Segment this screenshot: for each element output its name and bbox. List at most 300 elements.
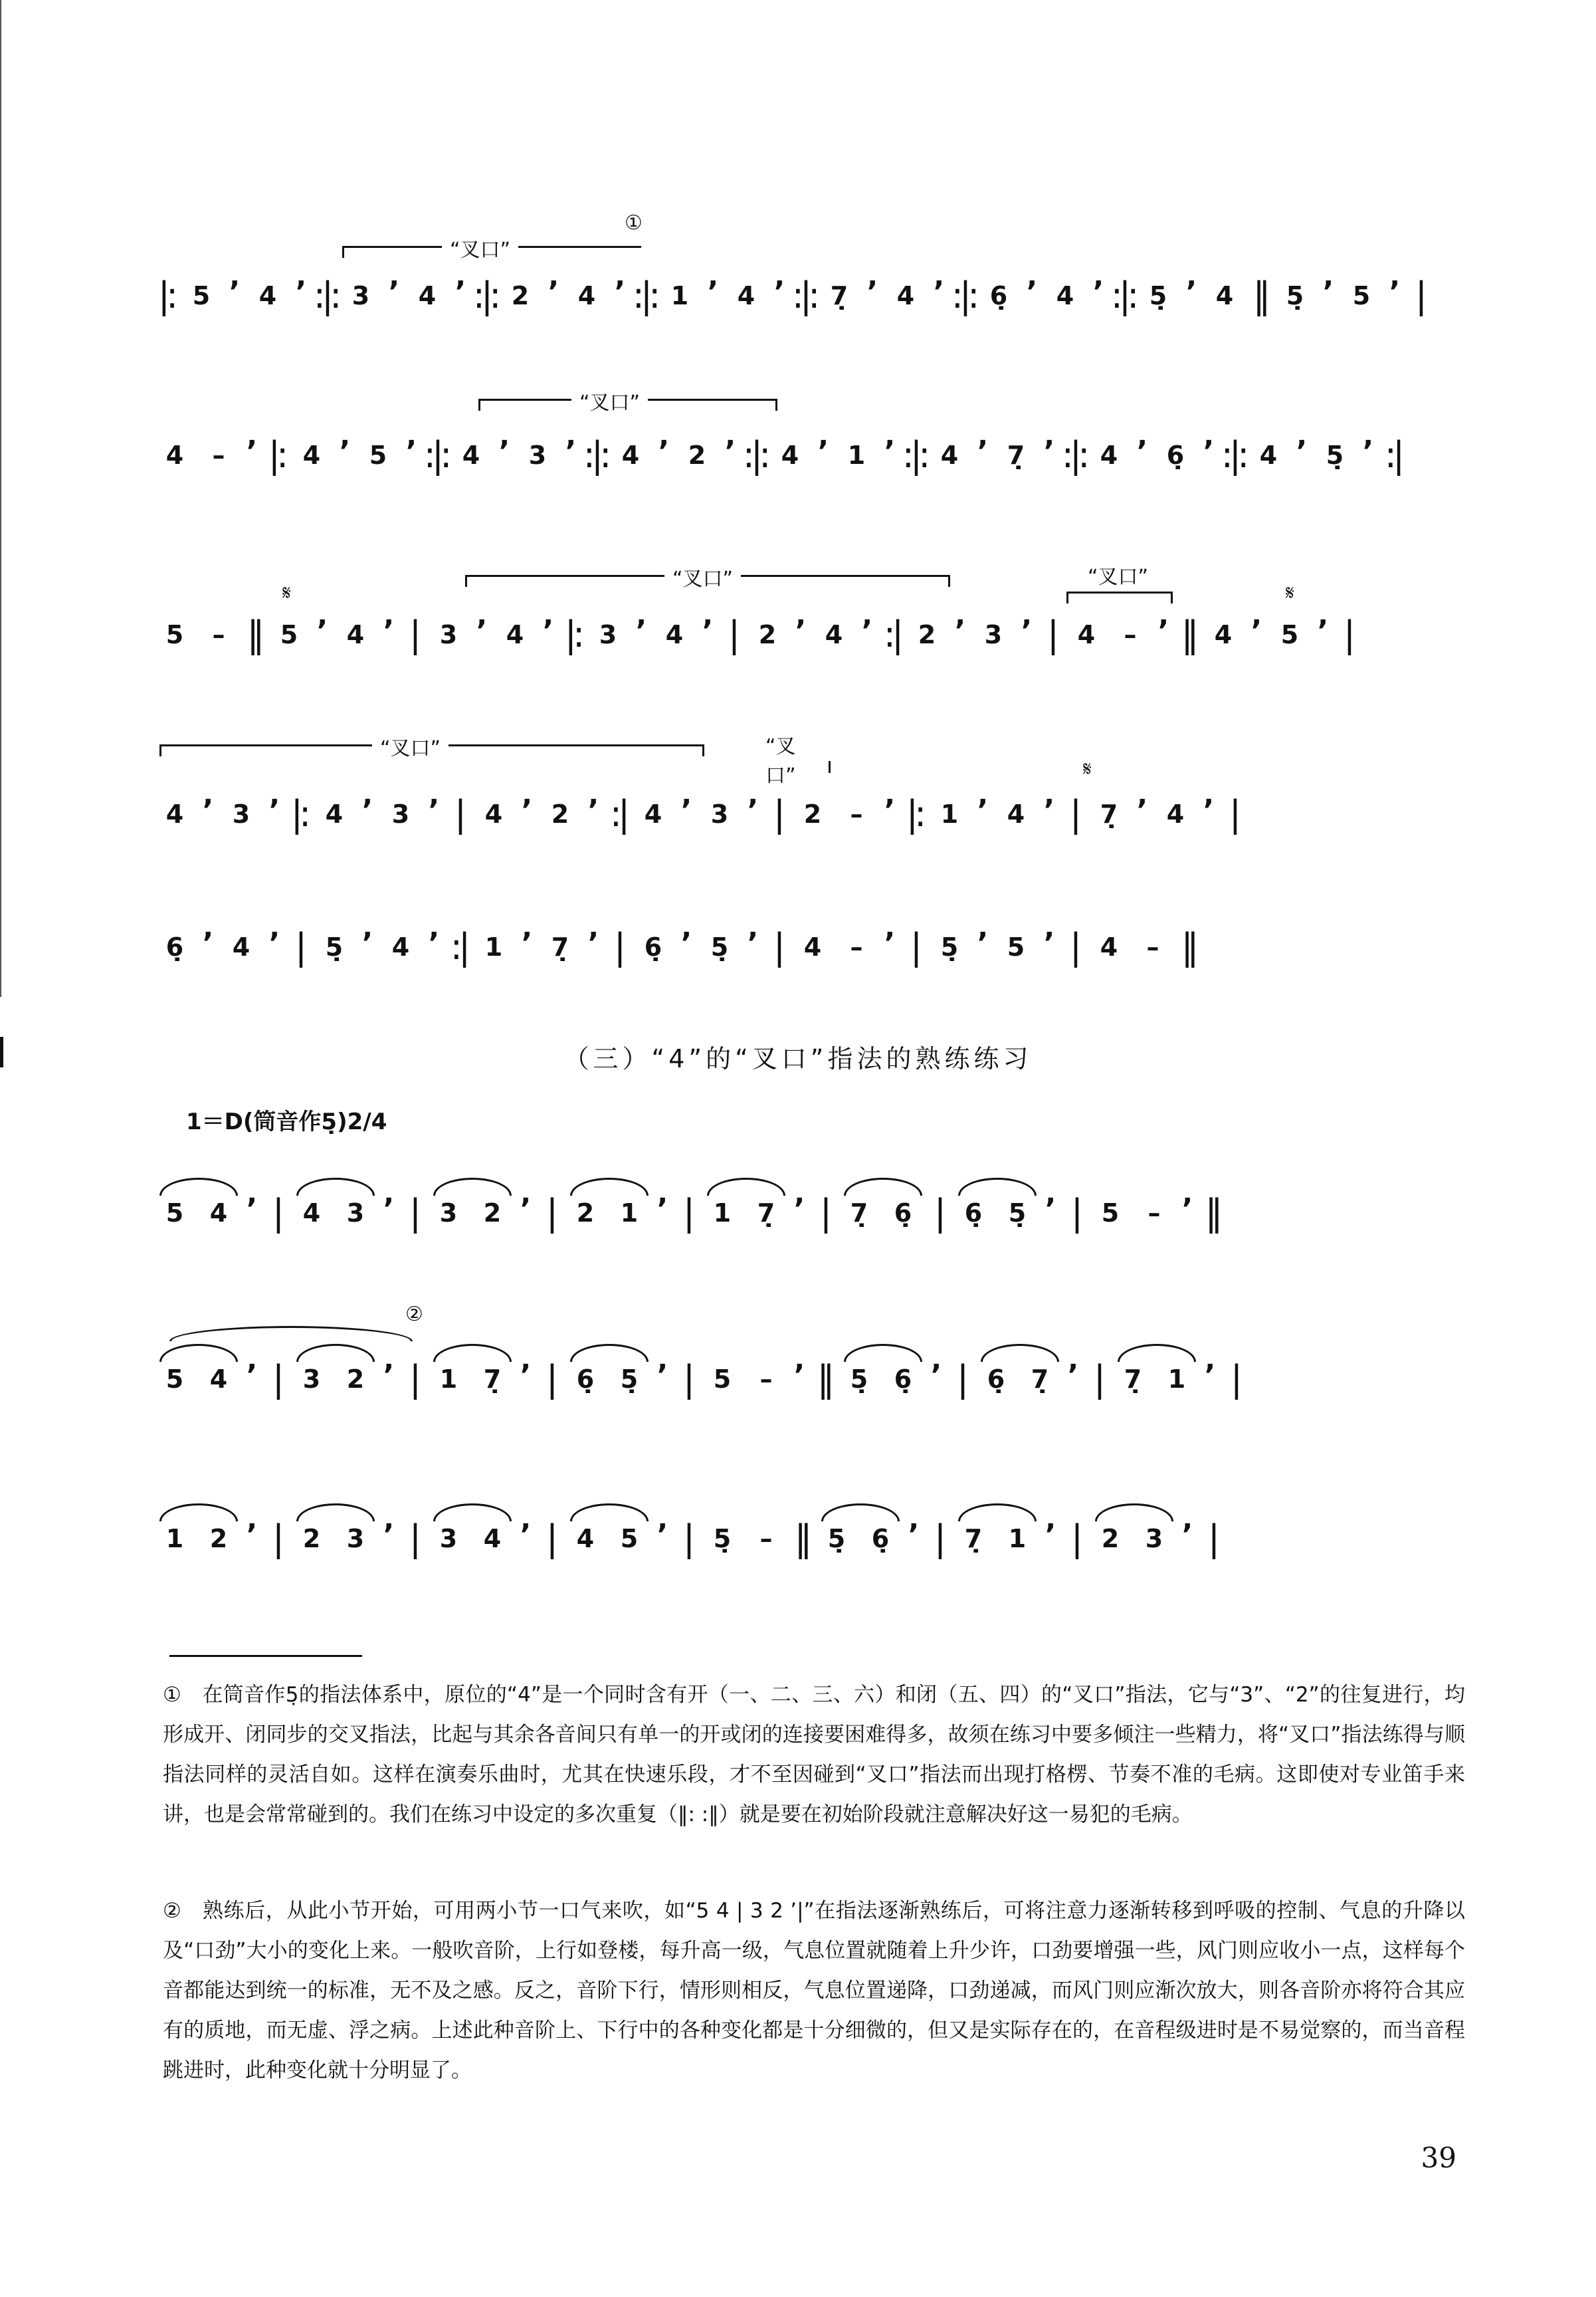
barline: | — [409, 1358, 418, 1400]
breath-mark: ’ — [1026, 275, 1038, 309]
note: 4 — [506, 620, 524, 649]
note: 4 — [209, 1198, 228, 1228]
slur — [1118, 1344, 1196, 1362]
note: 7̣ — [1100, 800, 1118, 829]
barline: :|: — [1110, 274, 1136, 316]
breath-mark: ’ — [520, 1192, 532, 1226]
dash-extension: – — [759, 1365, 773, 1394]
footnote-2: ② 熟练后，从此小节开始，可用两小节一口气来吹，如“5 4 | 3 2 ’|”在指法逐渐熟练后，可将注意力逐渐转移到呼吸的控制、气息的升降以及“口劲”大小的变化上来。一般吹音阶，上行如登楼，每升高一级，气息位置就随着上升少许，口劲要增强一些，风门则应收小一点，这样每个音都能达到统一的标准，无不及之感。反之，音阶下行，情形则相反，气息位置递降，口劲递减，而风门则应渐次放大，则各音阶亦将符合其应有的质地，而无虚、浮之病。上述此种音阶上、下行中的各种变化都是十分细微的，但又是实际存在的，在音程级进时是不易觉察的，而当音程跳进时，此种变化就十分明显了。 — [163, 1899, 1465, 2082]
note: 2 — [803, 800, 822, 829]
chakou-bracket — [159, 737, 704, 760]
barline: | — [272, 1517, 281, 1559]
barline: :|: — [902, 434, 927, 476]
score-row-5 — [153, 924, 1468, 970]
breath-mark: ’ — [1181, 1518, 1193, 1552]
breath-mark: ’ — [405, 435, 417, 469]
note: 3 — [351, 281, 370, 310]
dash-extension: – — [212, 441, 225, 470]
note: 7̣ — [757, 1198, 775, 1228]
barline: | — [682, 1358, 692, 1400]
note: 6̣ — [165, 932, 184, 962]
breath-mark: ’ — [268, 794, 280, 827]
note: 2 — [688, 441, 706, 470]
barline: :| — [450, 926, 467, 968]
barline: | — [728, 613, 737, 655]
note: 4 — [209, 1365, 228, 1394]
note: 4 — [665, 620, 684, 649]
breath-mark: ’ — [520, 1518, 532, 1552]
slur — [844, 1344, 922, 1362]
breath-mark: ’ — [1043, 927, 1055, 960]
slur — [958, 1503, 1037, 1521]
note: 6̣ — [644, 932, 662, 962]
note: 5̣ — [827, 1524, 846, 1553]
slur — [1095, 1503, 1173, 1521]
breath-mark: ’ — [635, 614, 647, 648]
key-signature: 1＝D(筒音作5̣)2/4 — [186, 1109, 387, 1135]
barline: | — [546, 1358, 555, 1400]
breath-mark: ’ — [1317, 614, 1329, 648]
note: 6̣ — [1166, 441, 1185, 470]
note: 2 — [551, 800, 569, 829]
segno-sign: 𝄋 — [1286, 582, 1294, 605]
section-title: （三）“4”的“叉口”指法的熟练练习 — [563, 1044, 1033, 1073]
breath-mark: ’ — [520, 1359, 532, 1392]
chakou-bracket — [1066, 566, 1173, 605]
breath-mark: ’ — [793, 1359, 805, 1392]
breath-mark: ’ — [702, 614, 714, 648]
note: 4 — [1100, 441, 1118, 470]
score-row-2 — [153, 432, 1468, 479]
note: 7̣ — [830, 281, 848, 310]
note: 4 — [258, 281, 277, 310]
breath-mark: ’ — [795, 614, 807, 648]
breath-mark: ’ — [388, 275, 400, 309]
barline: | — [910, 926, 919, 968]
barline: | — [1343, 613, 1352, 655]
note: 4 — [165, 441, 184, 470]
page-edge — [0, 0, 1, 997]
note: 4 — [576, 1524, 595, 1553]
barline: | — [773, 793, 782, 835]
slur — [570, 1178, 648, 1196]
breath-mark: ’ — [773, 275, 785, 309]
breath-mark: ’ — [246, 435, 258, 469]
note: 3 — [346, 1198, 365, 1228]
note: 5 — [165, 1198, 184, 1228]
note: 6̣ — [576, 1365, 595, 1394]
dash-extension: – — [1146, 932, 1159, 962]
note: 5 — [192, 281, 211, 310]
footnote-mark: ① — [625, 211, 643, 235]
note: 2 — [302, 1524, 321, 1553]
slur — [159, 1344, 238, 1362]
breath-mark: ’ — [1185, 275, 1197, 309]
note: 7̣ — [551, 932, 569, 962]
breath-mark: ’ — [476, 614, 488, 648]
barline: | — [1207, 1517, 1217, 1559]
breath-mark: ’ — [656, 1192, 668, 1226]
slur — [570, 1344, 648, 1362]
note: 4 — [825, 620, 843, 649]
note: 5̣ — [713, 1524, 732, 1553]
slur — [433, 1503, 512, 1521]
note: 4 — [165, 800, 184, 829]
breath-mark: ’ — [680, 927, 692, 960]
note: 5̣ — [1008, 1198, 1027, 1228]
note: 2 — [209, 1524, 228, 1553]
breath-mark: ’ — [884, 927, 896, 960]
score-row-4 — [153, 791, 1468, 837]
note: 4 — [462, 441, 480, 470]
breath-mark: ’ — [954, 614, 966, 648]
note: 4 — [483, 1524, 502, 1553]
note: 1 — [670, 281, 689, 310]
note: 4 — [737, 281, 755, 310]
slur — [433, 1344, 512, 1362]
segno-sign: 𝄋 — [1083, 758, 1092, 781]
note: 4 — [781, 441, 799, 470]
note: 2 — [758, 620, 777, 649]
slur — [707, 1178, 785, 1196]
barline: | — [956, 1358, 965, 1400]
barline: | — [1069, 926, 1078, 968]
note: 4 — [1007, 800, 1025, 829]
note: 4 — [803, 932, 822, 962]
note: 5̣ — [710, 932, 729, 962]
breath-mark: ’ — [383, 1518, 395, 1552]
breath-mark: ’ — [1045, 1192, 1056, 1226]
breath-mark: ’ — [454, 275, 466, 309]
slur — [159, 1503, 238, 1521]
dash-extension: – — [850, 932, 863, 962]
dash-extension: – — [212, 620, 225, 649]
segno-sign: 𝄋 — [282, 582, 291, 605]
note: 5 — [1352, 281, 1371, 310]
barline: | — [1229, 793, 1238, 835]
barline: | — [294, 926, 304, 968]
breath-mark: ’ — [884, 794, 896, 827]
note: 4 — [621, 441, 640, 470]
barline: | — [934, 1192, 943, 1234]
note: 2 — [511, 281, 530, 310]
breath-mark: ’ — [680, 794, 692, 827]
breath-mark: ’ — [1092, 275, 1104, 309]
barline: :|: — [583, 434, 608, 476]
chakou-label: “叉口” — [1080, 560, 1156, 590]
barline: :|: — [1221, 434, 1246, 476]
note: 5̣ — [940, 932, 959, 962]
breath-mark: ’ — [656, 1359, 668, 1392]
note: 5 — [165, 620, 184, 649]
breath-mark: ’ — [1136, 435, 1148, 469]
barline: | — [546, 1517, 555, 1559]
breath-mark: ’ — [202, 794, 214, 827]
barline: | — [1070, 1192, 1080, 1234]
breath-mark: ’ — [817, 435, 829, 469]
note: 4 — [940, 441, 959, 470]
barline: | — [1069, 793, 1078, 835]
note: 7̣ — [1031, 1365, 1049, 1394]
note: 3 — [528, 441, 547, 470]
note: 3 — [391, 800, 410, 829]
note: 1 — [165, 1524, 184, 1553]
slur — [821, 1503, 900, 1521]
note: 7̣ — [1007, 441, 1025, 470]
note: 1 — [620, 1198, 639, 1228]
note: 5 — [713, 1365, 732, 1394]
breath-mark: ’ — [724, 435, 736, 469]
note: 5 — [369, 441, 387, 470]
barline: | — [409, 1517, 418, 1559]
barline: :|: — [791, 274, 817, 316]
breath-mark: ’ — [1204, 1359, 1216, 1392]
note: 5 — [165, 1365, 184, 1394]
barline: ‖ — [1181, 613, 1195, 655]
breath-mark: ’ — [587, 927, 599, 960]
note: 4 — [325, 800, 344, 829]
note: 4 — [1056, 281, 1074, 310]
slur — [433, 1178, 512, 1196]
note: 4 — [1077, 620, 1096, 649]
note: 4 — [346, 620, 365, 649]
note: 1 — [1008, 1524, 1027, 1553]
note: 6̣ — [894, 1365, 912, 1394]
breath-mark: ’ — [383, 1192, 395, 1226]
breath-mark: ’ — [1181, 1192, 1193, 1226]
note: 6̣ — [987, 1365, 1005, 1394]
note: 4 — [1259, 441, 1278, 470]
breath-mark: ’ — [498, 435, 510, 469]
barline: ‖ — [817, 1358, 831, 1400]
slur — [296, 1344, 375, 1362]
breath-mark: ’ — [1136, 794, 1148, 827]
barline: ‖ — [1252, 274, 1267, 316]
note: 4 — [1100, 932, 1118, 962]
barline: |: — [157, 274, 175, 316]
barline: :|: — [742, 434, 767, 476]
note: 2 — [483, 1198, 502, 1228]
breath-mark: ’ — [933, 275, 945, 309]
note: 2 — [1101, 1524, 1120, 1553]
barline: | — [1230, 1358, 1239, 1400]
chakou-bracket — [478, 391, 777, 415]
breath-mark: ’ — [587, 794, 599, 827]
barline: | — [454, 793, 463, 835]
dash-extension: – — [1124, 620, 1137, 649]
barline: | — [1093, 1358, 1102, 1400]
breath-mark: ’ — [383, 614, 395, 648]
breath-mark: ’ — [202, 927, 214, 960]
barline: | — [682, 1192, 692, 1234]
barline: :|: — [632, 274, 657, 316]
breath-mark: ’ — [1203, 435, 1215, 469]
barline: |: — [268, 434, 285, 476]
chakou-label: “叉口” — [757, 730, 831, 788]
note: 5 — [1101, 1198, 1120, 1228]
chakou-label: “叉口” — [372, 732, 449, 761]
breath-mark: ’ — [884, 435, 896, 469]
barline: :|: — [313, 274, 338, 316]
barline: |: — [564, 613, 581, 655]
note: 4 — [1214, 620, 1233, 649]
slur — [844, 1178, 922, 1196]
breath-mark: ’ — [1389, 275, 1401, 309]
breath-mark: ’ — [1043, 794, 1055, 827]
barline: | — [1070, 1517, 1080, 1559]
barline: |: — [290, 793, 308, 835]
barline: | — [409, 613, 418, 655]
barline: ‖ — [794, 1517, 809, 1559]
chakou-bracket — [757, 735, 831, 788]
breath-mark: ’ — [361, 794, 373, 827]
note: 5 — [1280, 620, 1299, 649]
barline: ‖ — [1205, 1192, 1219, 1234]
breath-mark: ’ — [316, 614, 328, 648]
chakou-label: “叉口” — [571, 386, 648, 415]
slur — [159, 1178, 238, 1196]
breath-mark: ’ — [977, 927, 989, 960]
note: 3 — [346, 1524, 365, 1553]
barline: :|: — [951, 274, 976, 316]
barline: | — [1415, 274, 1424, 316]
barline: :| — [609, 793, 627, 835]
dash-extension: – — [759, 1524, 773, 1553]
barline: | — [682, 1517, 692, 1559]
breath-mark: ’ — [656, 1518, 668, 1552]
note: 3 — [232, 800, 250, 829]
dash-extension: – — [850, 800, 863, 829]
barline: | — [613, 926, 623, 968]
note: 4 — [302, 441, 321, 470]
note: 1 — [439, 1365, 458, 1394]
breath-mark: ’ — [747, 794, 759, 827]
breath-mark: ’ — [1250, 614, 1262, 648]
barline: | — [272, 1358, 281, 1400]
barline: | — [819, 1192, 829, 1234]
note: 3 — [439, 1524, 458, 1553]
breath-mark: ’ — [747, 927, 759, 960]
note: 3 — [302, 1365, 321, 1394]
note: 3 — [984, 620, 1003, 649]
note: 3 — [439, 620, 458, 649]
breath-mark: ’ — [268, 927, 280, 960]
barline: :| — [883, 613, 900, 655]
note: 1 — [1167, 1365, 1186, 1394]
breath-mark: ’ — [658, 435, 670, 469]
barline: | — [409, 1192, 418, 1234]
breath-mark: ’ — [548, 275, 559, 309]
breath-mark: ’ — [1296, 435, 1308, 469]
breath-mark: ’ — [521, 794, 533, 827]
breath-mark: ’ — [861, 614, 873, 648]
breath-mark: ’ — [930, 1359, 942, 1392]
breath-mark: ’ — [246, 1518, 258, 1552]
barline: |: — [906, 793, 923, 835]
dash-extension: – — [1147, 1198, 1161, 1228]
score-row-8 — [153, 1515, 1468, 1562]
breath-mark: ’ — [565, 435, 577, 469]
breath-mark: ’ — [707, 275, 719, 309]
note: 2 — [918, 620, 936, 649]
note: 7̣ — [850, 1198, 868, 1228]
note: 4 — [302, 1198, 321, 1228]
slur — [570, 1503, 648, 1521]
note: 7̣ — [1124, 1365, 1142, 1394]
breath-mark: ’ — [1067, 1359, 1079, 1392]
note: 4 — [391, 932, 410, 962]
barline: | — [773, 926, 782, 968]
breath-mark: ’ — [1021, 614, 1033, 648]
breath-mark: ’ — [246, 1192, 258, 1226]
note: 5 — [280, 620, 298, 649]
note: 2 — [346, 1365, 365, 1394]
note: 3 — [710, 800, 729, 829]
note: 5 — [620, 1524, 639, 1553]
barline: :|: — [423, 434, 449, 476]
breath-mark: ’ — [542, 614, 554, 648]
barline: | — [1047, 613, 1056, 655]
barline: | — [546, 1192, 555, 1234]
note: 4 — [896, 281, 915, 310]
note: 1 — [484, 932, 503, 962]
barline: | — [934, 1517, 943, 1559]
breath-mark: ’ — [614, 275, 626, 309]
page-number: 39 — [1421, 2141, 1456, 2174]
chakou-label: “叉口” — [664, 562, 741, 592]
breath-mark: ’ — [1322, 275, 1334, 309]
note: 4 — [577, 281, 596, 310]
note: 3 — [599, 620, 617, 649]
chakou-bracket — [342, 239, 641, 262]
note: 6̣ — [871, 1524, 890, 1553]
barline: :|: — [472, 274, 498, 316]
breath-mark: ’ — [1043, 435, 1055, 469]
slur — [296, 1503, 375, 1521]
note: 5̣ — [1286, 281, 1304, 310]
note: 5 — [1007, 932, 1025, 962]
note: 5̣ — [1326, 441, 1344, 470]
breath-mark: ’ — [383, 1359, 395, 1392]
note: 1 — [940, 800, 959, 829]
breath-mark: ’ — [908, 1518, 920, 1552]
note: 2 — [576, 1198, 595, 1228]
score-row-7 — [153, 1356, 1468, 1402]
note: 1 — [713, 1198, 732, 1228]
footnote-1: ① 在筒音作5̣的指法体系中，原位的“4”是一个同时含有开（一、二、三、六）和闭（五、四）的“叉口”指法，它与“3”、“2”的往复进行，均形成开、闭同步的交叉指法，比起与其余各音间只有单一的开或闭的连接要困难得多，故须在练习中要多倾注一些精力，将“叉口”指法练得与顺指法同样的灵活自如。这样在演奏乐曲时，尤其在快速乐段，才不至因碰到“叉口”指法而出现打格楞、节奏不准的毛病。这即使对专业笛手来讲，也是会常常碰到的。我们在练习中设定的多次重复（‖: :‖）就是要在初始阶段就注意解决好这一易犯的毛病。 — [163, 1683, 1465, 1826]
barline: ‖ — [1181, 926, 1195, 968]
barline: :| — [1384, 434, 1401, 476]
chakou-bracket — [465, 568, 950, 591]
barline: ‖ — [247, 613, 261, 655]
breath-mark: ’ — [521, 927, 533, 960]
breath-mark: ’ — [361, 927, 373, 960]
note: 6̣ — [964, 1198, 983, 1228]
note: 3 — [439, 1198, 458, 1228]
note: 5̣ — [620, 1365, 639, 1394]
breath-mark: ’ — [246, 1359, 258, 1392]
breath-mark: ’ — [229, 275, 241, 309]
note: 4 — [484, 800, 503, 829]
note: 3 — [1145, 1524, 1163, 1553]
phrase-slur — [169, 1326, 413, 1341]
breath-mark: ’ — [295, 275, 307, 309]
footnote-divider — [169, 1655, 362, 1657]
slur — [981, 1344, 1059, 1362]
note: 1 — [847, 441, 866, 470]
slur — [958, 1178, 1037, 1196]
slur — [296, 1178, 375, 1196]
